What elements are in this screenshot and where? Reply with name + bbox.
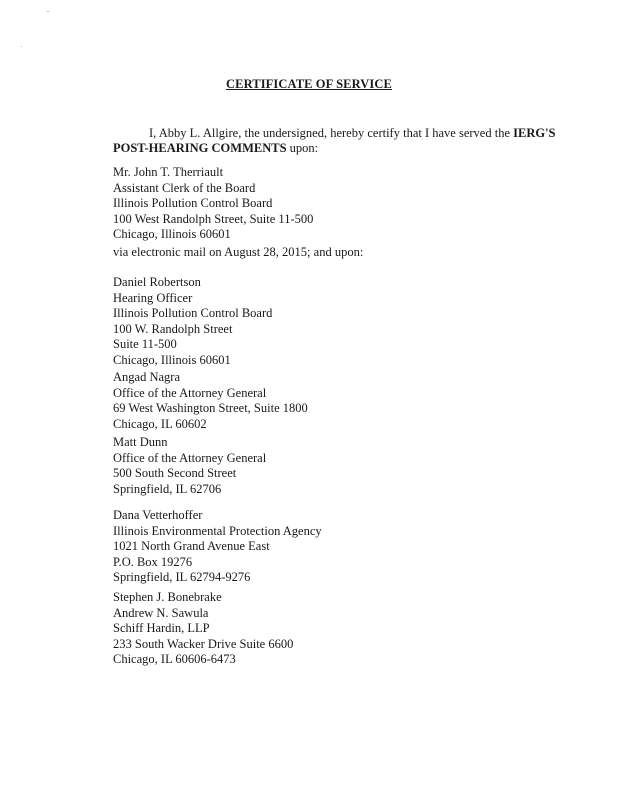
recipient-line: Chicago, IL 60606-6473: [113, 652, 236, 667]
recipient-line: Chicago, Illinois 60601: [113, 352, 231, 367]
document-reference: IERG'S POST-HEARING COMMENTS: [113, 126, 556, 155]
recipient-line: Schiff Hardin, LLP: [113, 621, 210, 636]
recipient-line: 100 West Randolph Street, Suite 11-500: [113, 211, 314, 226]
recipient-line: Office of the Attorney General: [113, 385, 267, 400]
recipient-block-therriault: [113, 165, 313, 243]
recipient-block-schiff-hardin: [113, 590, 293, 668]
recipient-line: Hearing Officer: [113, 290, 193, 305]
recipient-line: Illinois Environmental Protection Agency: [113, 523, 322, 538]
recipient-line: 233 South Wacker Drive Suite 6600: [113, 636, 294, 651]
recipient-line: Illinois Pollution Control Board: [113, 306, 273, 321]
recipient-line: 100 W. Randolph Street: [113, 321, 233, 336]
recipient-line: Springfield, IL 62706: [113, 481, 222, 496]
recipient-line: Office of the Attorney General: [113, 450, 267, 465]
certification-statement: [113, 126, 563, 156]
recipient-line: Suite 11-500: [113, 337, 177, 352]
recipient-line: Dana Vetterhoffer: [113, 508, 203, 522]
scan-speck: [21, 46, 22, 47]
recipient-line: P.O. Box 19276: [113, 554, 193, 569]
recipient-line: Springfield, IL 62794-9276: [113, 570, 251, 585]
recipient-line: Chicago, Illinois 60601: [113, 227, 231, 242]
recipient-block-vetterhoffer: [113, 508, 322, 586]
recipient-block-robertson: [113, 275, 272, 369]
recipient-line: 69 West Washington Street, Suite 1800: [113, 401, 308, 416]
recipient-line: 500 South Second Street: [113, 466, 237, 481]
scan-speck: [47, 11, 49, 12]
recipient-line: Daniel Robertson: [113, 275, 201, 289]
statement-lead: I, Abby L. Allgire, the undersigned, hereby certify that I have served the: [149, 126, 514, 140]
recipient-line: Stephen J. Bonebrake: [113, 590, 222, 604]
recipient-line: 1021 North Grand Avenue East: [113, 539, 270, 554]
statement-tail: upon:: [286, 141, 319, 155]
recipient-block-nagra: [113, 370, 308, 432]
recipient-line: Mr. John T. Therriault: [113, 165, 224, 179]
recipient-line: Chicago, IL 60602: [113, 416, 207, 431]
recipient-line: Andrew N. Sawula: [113, 605, 209, 620]
recipient-line: Angad Nagra: [113, 370, 180, 384]
recipient-line: Matt Dunn: [113, 435, 168, 449]
document-title: CERTIFICATE OF SERVICE: [226, 77, 392, 91]
recipient-block-dunn: [113, 435, 266, 497]
service-method-line: via electronic mail on August 28, 2015; and upon:: [113, 245, 364, 259]
recipient-line: Assistant Clerk of the Board: [113, 180, 256, 195]
recipient-line: Illinois Pollution Control Board: [113, 196, 273, 211]
